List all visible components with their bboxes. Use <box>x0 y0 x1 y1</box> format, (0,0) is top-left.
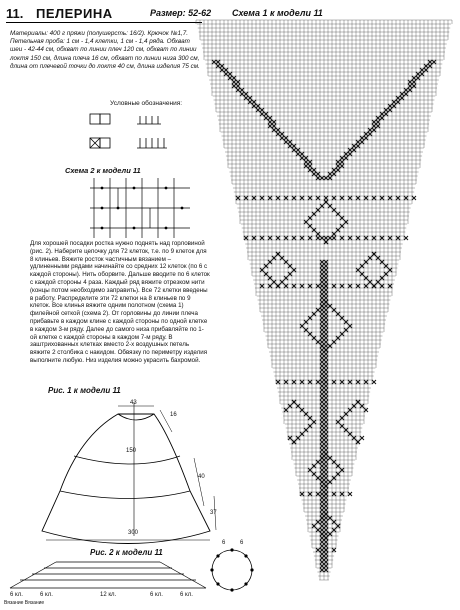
fig2-diagram <box>10 560 210 600</box>
legend-symbols <box>90 112 190 156</box>
instructions-text: Для хорошей посадки ростка нужно поднять над горловиной (рис. 2). Наберите цепочку для 72 клеток, т.е. по 9 клеток для 8 клиньев. Вяжите росток частичным вязанием – удлиненными рядами начинайте со средних 12 клеток (по 6 с каждой стороны). Нить оборвите. Дальше вводите по 6 клеток с каждой стороны 4 раза. Каждый ряд вяжите отрезком нити (концы потом необходимо заправить). Все 72 клетки введены в работу. Распределите эти 72 клетки на 8 клиньев по 9 клеток. Все клинья вяжите одним полотном (схема 1) филейной сеткой (схема 2). От горловины до линии плеча прибавьте в каждом клине с каждой стороны по одной клетке в каждом 3-м ряду. Далее до самого низа прибавляйте по 1-ой клетке с каждой стороны в каждом 7-м ряду. В заштрихованных клетках вместо 2-х воздушных петель вяжите 2 столбика с накидом. Обвязку по периметру изделия выполните любую. Низ изделия можно украсить бахромой. <box>30 240 210 364</box>
size-label: Размер: 52-62 <box>150 8 212 18</box>
schema1-title: Схема 1 к модели 11 <box>232 8 323 18</box>
fig2-title: Рис. 2 к модели 11 <box>90 548 163 557</box>
dim-neck: 43 <box>130 400 137 406</box>
page-title: ПЕЛЕРИНА <box>36 6 113 21</box>
dim-shoulder: 16 <box>170 412 177 418</box>
header-divider <box>6 22 202 23</box>
fig1-title: Рис. 1 к модели 11 <box>48 386 121 395</box>
dim-side: 40 <box>198 474 205 480</box>
fig2-label-a: 6 кл. <box>10 592 23 598</box>
legend-title: Условные обозначения: <box>110 100 183 107</box>
dim-right: 37 <box>210 510 217 516</box>
circle-label-1: 6 <box>222 540 226 546</box>
dim-mid: 150 <box>126 448 137 454</box>
fig2-label-b: 6 кл. <box>40 592 53 598</box>
model-number: 11. <box>6 6 24 21</box>
fig2-label-c: 6 кл. <box>150 592 163 598</box>
schema2-diagram <box>90 178 190 238</box>
circle-label-2: 6 <box>240 540 244 546</box>
schema1-chart <box>196 20 456 580</box>
dim-bottom: 300 <box>128 530 139 536</box>
footer-text: Вязание Вязание <box>4 600 45 606</box>
schema2-title: Схема 2 к модели 11 <box>65 166 141 175</box>
fig2-label-rows: 12 кл. <box>100 592 117 598</box>
fig1-pattern <box>30 396 220 544</box>
fig2-label-d: 6 кл. <box>180 592 193 598</box>
materials-text: Материалы: 400 г пряжи (полушерсть: 16/2). Крючок №1,7. Петельная проба: 1 см - 1,4 клетки, 1 см - 1,4 ряда. Обхват шеи - 42-44 см, обхват по линии плеч 120 см, обхват по линии локтя 150 см, длина плеча 16 см, обхват по линии низа 300 см, длина от плечевой точки до локтя 40 см, длина изделия 75 см. <box>10 30 200 70</box>
